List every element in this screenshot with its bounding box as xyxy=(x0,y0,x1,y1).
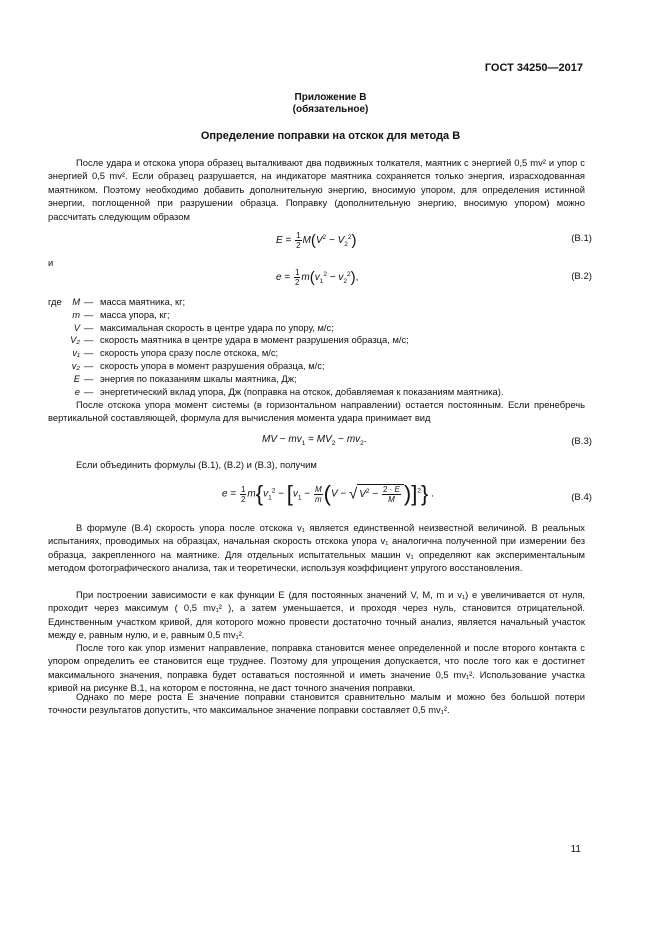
formula-b1: E = $\frac{1}{2}$ $M(V^2 - V_2^2)$ xyxy=(276,231,357,250)
paragraph-7 xyxy=(48,690,585,717)
glossary-item: E — энергия по показаниям шкалы маятника, Дж; xyxy=(73,372,297,384)
annex-subtitle: (обязательное) xyxy=(292,104,369,115)
glossary-item: M — масса маятника, кг; xyxy=(72,296,186,307)
glossary-item: e — энергетический вклад упора, Дж (поправка на отскок, добавляемая к показаниям маятника). xyxy=(74,385,504,397)
paragraph-5-text: При построении зависимости e как функции E (для постоянных значений V, M, m и v₁) e увеличивается от нуля, проходит через максимум ( 0,5 mv₁² ), а затем уменьшается, и проходя через нуль, становится отрицательной. Единственным участком кривой, для которого можно провести достаточно точный анализ, является начальный участок между e, равным нулю, и e, равным 0,5 mv₁². xyxy=(48,589,585,641)
paragraph-6 xyxy=(48,641,585,695)
glossary-item: v₁ — скорость упора сразу после отскока, м/с; xyxy=(72,347,279,359)
paragraph-2 xyxy=(48,398,585,425)
paragraph-4 xyxy=(48,521,585,575)
paragraph-7-text: Однако по мере роста E значение поправки становится сравнительно малым и можно без большой потери точности результатов допустить, что максимальное значение поправки составляет 0,5 mv₁². xyxy=(48,691,585,716)
formula-b2-number: (В.2) xyxy=(571,271,592,282)
page-number: 11 xyxy=(570,844,581,855)
formula-b2: e = $\frac{1}{2}$ $m(v_1^2 - v_2^2)$, xyxy=(276,268,359,287)
formula-b4: e = $\frac{1}{2}$ $m\{v_1^2 - [v_1$ − $\frac{M}{m}$ (V − √ $V^2$ − $\frac{2 \cdot E}{M}$ )]$^2$} . xyxy=(222,481,434,506)
glossary-item: V — максимальная скорость в центре удара по упору, м/с; xyxy=(73,321,334,333)
conjunction-and: и xyxy=(48,257,54,268)
formula-b1-number: (В.1) xyxy=(571,233,592,244)
paragraph-1-text: После удара и отскока упора образец выталкивают два подвижных толкателя, маятник с энергией 0,5 mv² и упор с энергией 0,5 mv². Если образец разрушается, на индикаторе маятника сохраняется только энергия, израсходованная маятником. Поэтому необходимо добавить дополнительную энергию, вносимую упором, для определения истинной энергии, поглощенной при разрушении образца. Поправку (дополнительную энергию, вносимую упором) можно рассчитать следующим образом xyxy=(48,157,585,222)
annex-heading: Определение поправки на отскок для метода В xyxy=(200,130,461,142)
glossary-intro: где xyxy=(48,296,62,307)
glossary-item: v₂ — скорость упора в момент разрушения образца, м/с; xyxy=(71,359,325,371)
paragraph-3 xyxy=(48,458,585,471)
formula-b3: MV − $mv_1 = MV_2 - mv_2$. xyxy=(262,434,367,447)
paragraph-1 xyxy=(48,156,585,223)
glossary-item: m — масса упора, кг; xyxy=(72,308,170,320)
glossary-item: V₂ — скорость маятника в центре удара в момент разрушения образца, м/с; xyxy=(70,334,409,346)
paragraph-2-text: После отскока упора момент системы (в горизонтальном направлении) остается постоянным. Если пренебречь вертикальной составляющей, формула для вычисления момента удара принимает вид xyxy=(48,399,585,424)
paragraph-3-text: Если объединить формулы (В.1), (В.2) и (В.3), получим xyxy=(76,459,317,470)
paragraph-5 xyxy=(48,588,585,642)
standard-number: ГОСТ 34250—2017 xyxy=(484,62,583,74)
formula-b4-number: (В.4) xyxy=(571,492,592,503)
annex-title: Приложение В xyxy=(294,92,367,103)
formula-b3-number: (В.3) xyxy=(571,436,592,447)
paragraph-6-text: После того как упор изменит направление, поправка становится менее определенной и после второго контакта с упором определить ее становится еще труднее. Поэтому для упрощения допускается, что после того как e достигнет максимального значения, поправка будет оставаться постоянной и иметь значение 0,5 mv₁². Использование участка кривой на рисунке В.1, на котором e постоянна, не даст точного значения поправки. xyxy=(48,642,585,694)
paragraph-4-text: В формуле (В.4) скорость упора после отскока v₁ является единственной неизвестной величиной. В реальных испытаниях, проводимых на образцах, начальная скорость отскока упора v₁ аналогична полученной при измерении без образца, закрепленного на маятнике. Для отдельных испытательных машин v₁ определяют как экспериментальным методом фотографического анализа, так и теоретически, используя коэффициент упругого восстановления. xyxy=(48,522,585,574)
